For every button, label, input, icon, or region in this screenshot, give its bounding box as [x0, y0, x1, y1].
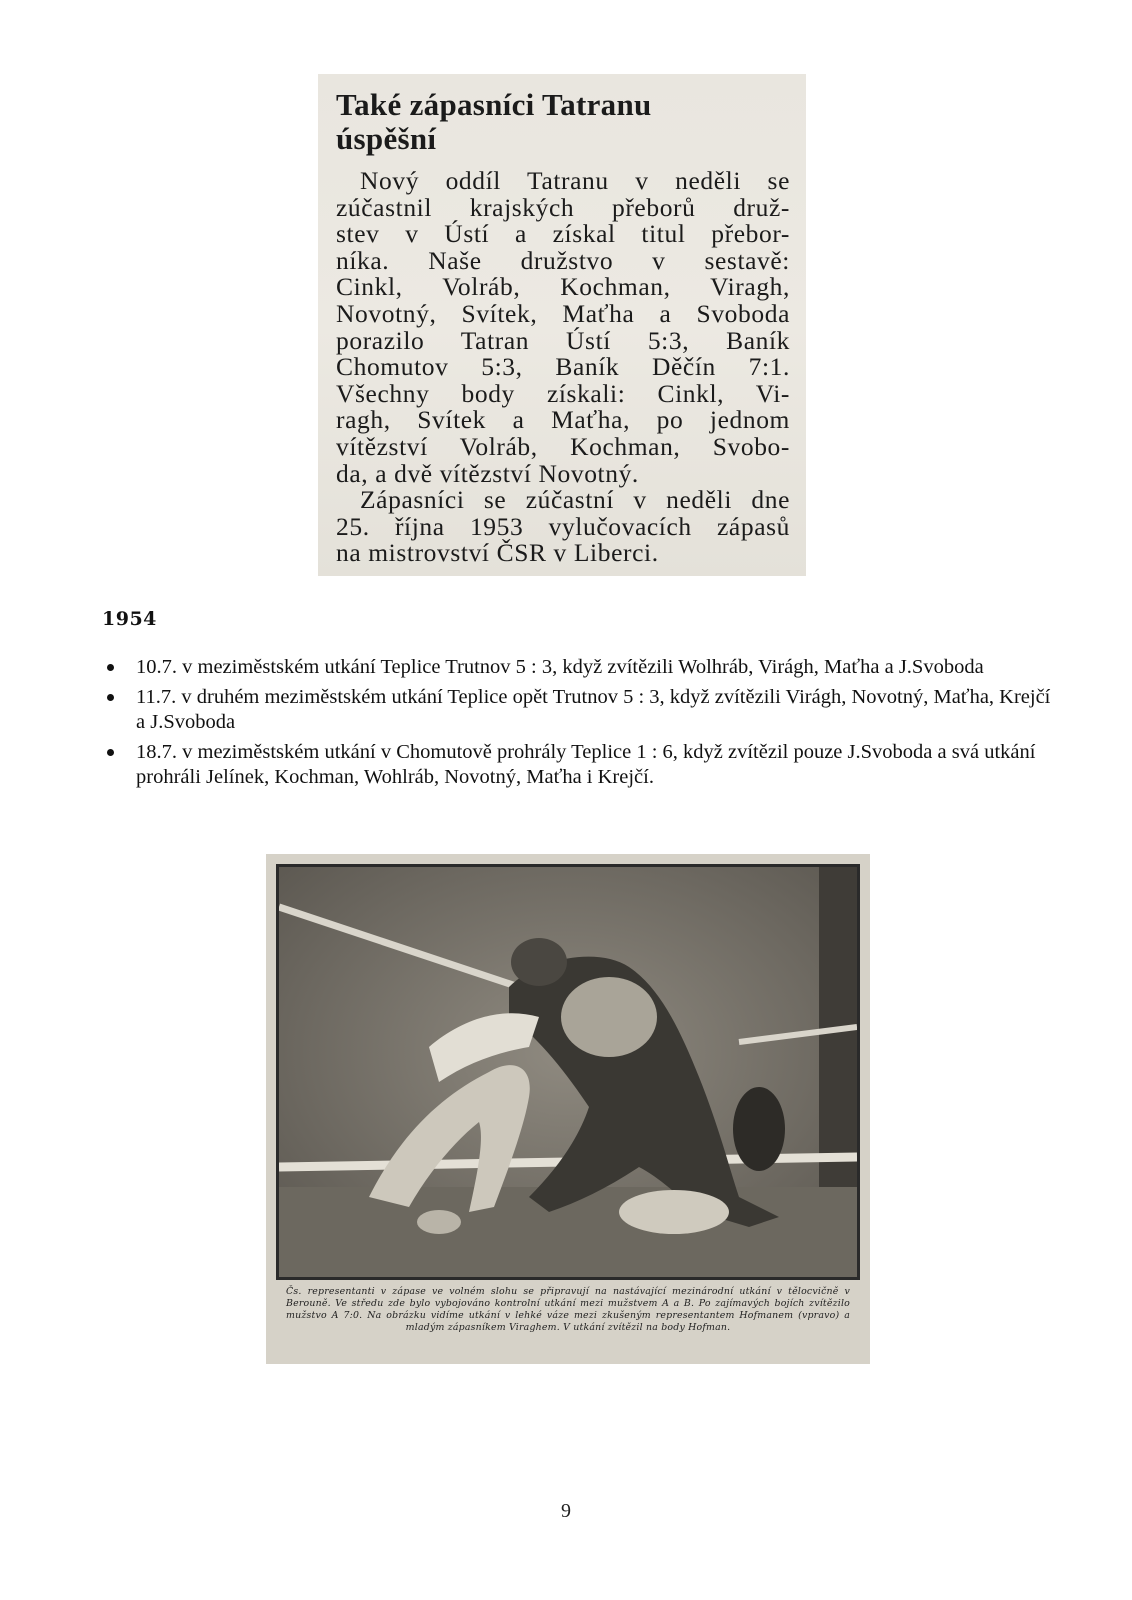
event-item — [102, 685, 1062, 735]
clipping-body-line: 25. října 1953 vylučovacích zápasů — [336, 511, 790, 541]
event-text: 10.7. v meziměstském utkání Teplice Trutnov 5 : 3, když zvítězili Wolhráb, Virágh, Maťha a J.Svoboda — [136, 656, 984, 678]
page-number: 9 — [561, 1500, 571, 1522]
event-item — [102, 740, 1062, 790]
clipping-body-line: Všechny body získali: Cinkl, Vi- — [336, 378, 790, 408]
clipping-body-line: zúčastnil krajských přeborů druž- — [336, 192, 790, 222]
clipping-body-line: Nový oddíl Tatranu v neděli se — [360, 166, 790, 195]
clipping-body-line: Zápasníci se zúčastní v neděli dne — [360, 485, 790, 515]
event-item — [102, 655, 1062, 680]
year-heading: 1954 — [102, 608, 157, 630]
clipping-body-line: da, a dvě vítězství Novotný. — [336, 458, 639, 488]
clipping-body-line: vítězství Volráb, Kochman, Svobo- — [336, 431, 790, 461]
clipping-headline-line: Také zápasníci Tatranu — [336, 87, 652, 122]
clipping-body-line: Cinkl, Volráb, Kochman, Viragh, — [336, 272, 790, 302]
clipping-body-line: porazilo Tatran Ústí 5:3, Baník — [336, 325, 790, 355]
wrestling-photo — [276, 864, 860, 1280]
newspaper-clipping-photo — [266, 854, 870, 1364]
newspaper-clipping-article — [318, 74, 806, 576]
event-text: 11.7. v druhém meziměstském utkání Teplice opět Trutnov 5 : 3, když zvítězili Virágh, Novotný, Maťha, Krejčí a J.Svoboda — [136, 686, 1051, 733]
clipping-body — [336, 168, 790, 567]
clipping-body-line: na mistrovství ČSR v Liberci. — [336, 538, 659, 568]
photo-caption: Čs. representanti v zápase ve volném slohu se připravují na nastávající mezinárodní utkání v tělocvičně v Berouně. Ve středu zde bylo vybojováno kontrolní utkání mezi mužstvem A a B. Po zajímavých bojích zvítězilo mužstvo A 7:0. Na obrázku vidíme utkání v lehké váze mezi zkušeným representantem Hofmanem (vpravo) a mladým zápasníkem Viraghem. V utkání zvítězil na body Hofman. — [286, 1286, 850, 1333]
clipping-body-line: stev v Ústí a získal titul přebor- — [336, 219, 790, 249]
wrestling-photo-illustration — [279, 867, 857, 1277]
clipping-body-line: níka. Naše družstvo v sestavě: — [336, 245, 790, 275]
clipping-headline — [336, 88, 790, 156]
event-text: 18.7. v meziměstském utkání v Chomutově prohrály Teplice 1 : 6, když zvítězil pouze J.Svoboda a svá utkání prohráli Jelínek, Kochman, Wohlráb, Novotný, Maťha i Krejčí. — [136, 741, 1036, 788]
clipping-headline-line: úspěšní — [336, 121, 437, 156]
clipping-body-line: Chomutov 5:3, Baník Děčín 7:1. — [336, 352, 790, 382]
bullet-icon — [107, 694, 114, 701]
events-list — [102, 655, 1062, 795]
bullet-icon — [107, 749, 114, 756]
bullet-icon — [107, 664, 114, 671]
clipping-body-line: ragh, Svítek a Maťha, po jednom — [336, 405, 790, 435]
clipping-body-line: Novotný, Svítek, Maťha a Svoboda — [336, 298, 790, 328]
